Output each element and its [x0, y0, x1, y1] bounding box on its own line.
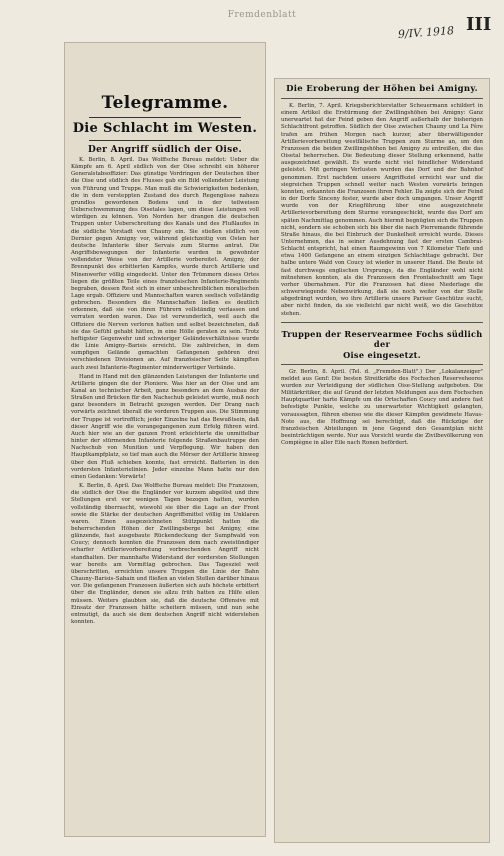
- left-clipping: [64, 42, 266, 837]
- handwritten-date: 9/IV. 1918: [397, 24, 455, 41]
- divider: [281, 98, 483, 99]
- section-title: Truppen der Reservearmee Fochs südlich der: [281, 328, 483, 349]
- article-paragraph: K. Berlin, 7. April. Kriegsberichterstatter Scheuermann schildert in einem Artikel die Erstürmung der Zwillingshöhen bei Amigny: Ganz unerwartet hat der Feind geben den Angriff außerhalb der bisherigen Schlachtfront getroffen. Südlich der Oise zwischen Chauny und La Fère trafen am frühen Morgen nach kurzer, aber überwältigender Artillerievorbereitung westfälische Truppen zum Sturme an, um den Franzosen die beiden Zwillingshöhen bei Amigny zu entreißen, die das Oisetal beherrschen. Die Bedeutung dieser Stellung erkennend, hatte ausgezeichnet gewählt. Es wurde nicht viel feindlicher Widerstand geleistet. Mit geringen Verlusten wurden das Dorf und der Bahnhof genommen. Erst nachdem unsere Angriffsziel erreicht war und die siegreichen Truppen schnell weiter nach Westen vorwärts bringen konnten, erkannten die Franzosen ihren Fehler. Da zeigte sich der Feind in der Dorfe Sinceny fester, wurde aber doch umgangen. Unser Angriff wurde von der Kriegführung über eine ausgezeichnete Artillerievorbereitung dem Sturme vorangeschickt, wurde das Dorf am späten Nachmittag genommen. Auch hiermit begnügten sich die Truppen nicht, sondern sie schoben sich bis über die nach Pierremande führende Straße hinaus, die bei Einbruch der Dunkelheit erreicht wurde. Dieses Unternehmen, das in seiner Ausdehnung fast der ersten Cambrai-Schlacht entspricht, hat einen Raumgewinn von 7 Kilometer Tiefe und etwa 1400 Gefangene an einem einzigen Schlachttage gebracht. Der halbe untere Wald von Coucy ist wieder in unserer Hand. Die Beute ist fast durchwegs englischen Ursprungs, da die Engländer wohl nicht mitnehmen konnten, als die Franzosen den Frontabschnitt am Tage vorher übernahmen. Für die Franzosen hat diese Niederlage die schwerwiegende Nebenwirkung, daß sie noch weiter von der Stelle abgedrängt wurden, wo ihre Artillerie unsere Pariser Geschütze sucht, aber nicht finden, da sie vielleicht gar nicht weiß, wo die Geschütze stehen.: [281, 103, 483, 317]
- article-title: Die Schlacht im Westen.: [72, 121, 258, 136]
- section-heading: Telegramme.: [101, 93, 229, 113]
- divider: [281, 364, 483, 365]
- article-subtitle: Der Angriff südlich der Oise.: [88, 145, 242, 155]
- divider: [89, 140, 241, 141]
- section-title-line2: Oise eingesetzt.: [343, 349, 421, 360]
- article-title: Die Eroberung der Höhen bei Amigny.: [286, 84, 478, 94]
- masthead-watermark: Fremdenblatt: [227, 10, 297, 20]
- article-paragraph: Gr. Berlin, 8. April. (Tel. d. „Fremden-Blatt".) Der „Lokalanzeiger" meldet aus Genf: Die besten Streitkräfte des Fochschen Reserveheeres wurden zur Verteidigung der südlichen Oise-Stellung aufgeboten. Die Militärkritiker, die auf Grund der letzten Meldungen aus dem Fochschen Hauptquartier harte Kämpfe um die Ortschaften Coucy und andere fast befestigte Punkte, welche zu unerwarteter Wichtigkeit gelangten, voraussagten, führen ebenso wie die dieser Kämpfen gewidmete Havas-Note aus, die Hoffnung sei berechtigt, daß die Rückzüge der französischen Abteilungen in jene Gegend den Gesamtplan nicht beeinträchtigen werde. Nur aus Vorsicht wurde die Zivilbevölkerung von Compiègne in aller Eile nach Ronen befördert.: [281, 368, 483, 447]
- article-paragraph: Hand in Hand mit den glänzenden Leistungen der Infanterie und Artillerie gingen die der Pioniere. Was hier an der Oise und am Kanal an technischer Arbeit, ganz besonders an dem Ausbau der Straßen und Brücken für den Nachschub geleistet wurde, muß noch ganz besonders in Betracht gezogen werden. Der Drang nach vorwärts zeichnet überall die vorderen Truppen aus. Die Stimmung der Truppe ist vortrefflich; jeder Einzelne hat das Bewußtsein, daß dieser Angriff wie die vorangegangenen zum Erfolg führen wird. Auch hier wie an der ganzen Front erleichterte die unmittelbar hinter der stürmenden Infanterie folgende Straßenbautruppe den Nachschub von Munition und Verpflegung. Wir haben den Hauptkampfplatz, so tief man auch die Mörser der Artillerie hinweg über den Fluß schieben konnte, fast erreicht. Batterien in den vordersten Infanterielinien. Jeder einzelne Mann hatte nur den einen Gedanken: Vorwärts!: [71, 373, 259, 480]
- divider: [281, 322, 483, 323]
- article-paragraph: K. Berlin, 8. April. Das Wolffsche Bureau meldet: Ueber die Kämpfe am 6. April südlich von der Oise schreibt ein höherer Generalstabsoffizier: Das günstige Vordringen der Deutschen über die Oise und südlich des Flusses gab ein Bild vollendeter Leistung von Führung und Truppe. Man muß die Schwierigkeiten bedenken, die in dem versteppten Zustand des durch Regengüsse nahezu grundlos gewordenen Bodens und in der teilweisen Ueberschwemmung des Oisetales lagen, um diese Leistungen voll würdigen zu können. Von Norden her drangen die deutschen Truppen unter Ueberschreitung des Kanals und des Flußlaufes in die südliche Vorstadt von Chauny ein. Sie stießen südlich von Dernier gegen Amigny vor, während gleichzeitig von Osten her deutsche Infanterie über Servais zum Sturme antrat. Die Angriffsbewegungen der Infanterie wurden in gewohnter vollendeter Weise von der Artillerie vorbereitet. Amigny, der Brennpunkt des erbitterten Kampfes, wurde durch Artillerie und Minenwerfer völlig eingedeckt. Unter den Trümmern dieses Ortes liegen die größten Teile eines französischen Infanterie-Regiments begraben, dessen Rest sich in einer unbeschreiblichen moralischen Lage ergab. Offiziere und Mannschaften waren seelisch vollständig gebrochen. Besonders die Mannschaften ließen es deutlich erkennen, daß sie von ihren Führern vollständig verlassen und verraten worden waren. Das ist verwunderlich, weil auch die Offiziere die Nerven verloren hatten und selbst bezeichneten, daß sie das Gefühl gehabt hätten, in eine Hölle geraten zu sein. Trotz heftigster Gegenwehr und schwieriger Geländeverhältnisse wurde die Linie Amigny–Barisis erreicht. Die zahlreichen, in dem sumpfigen Gelände gemachten Gefangenen gehören drei verschiedenen Divisionen an. Auf französischer Seite kämpften auch zwei Infanterie-Regimenter minderwertiger Verbände.: [71, 157, 259, 371]
- handwritten-mark: III: [466, 14, 492, 35]
- right-clipping: [274, 78, 490, 843]
- divider: [89, 117, 241, 118]
- article-paragraph: K. Berlin, 8. April. Das Wolffsche Bureau meldet: Die Franzosen, die südlich der Oise die Engländer vor kurzem abgelöst und ihre Stellungen erst vor wenigen Tagen bezogen hatten, wurden vollständig überrascht, wiewohl sie über die Lage an der Front sowie die Stärke der deutschen Angriffsmittel völlig im Unklaren waren. Einen ausgezeichneten Stützpunkt hatten die beherrschenden Höhen der Zwillingsberge bei Amigny, eine glänzende, fast ausgebaute Rückendeckung der Sumpfwald von Coucy; dennoch konnten die Franzosen dem nach zweistündiger scharfer Artillerievorbereitung vorbrechenden Angriff nicht standhalten. Der mannhafte Widerstand der vordersten Stellungen war bereits am Vormittag gebrochen. Das Tagesziel weit überschritten, erreichten unsere Truppen die Linie der Bahn Chauny–Barisis–Sabain und fließen an vielen Stellen darüber hinaus vor. Die gefangenen Franzosen äußerten sich aufs höchste erbittert über die Engländer, denen sie allzu früh hatten zu Hilfe eilen müssen. Weiters glaubten sie, daß die deutsche Offensive mit Einsatz der Franzosen hätte scheitern müssen, und nun sehe entmutigt, da auch sie dem deutschen Angriff nicht widerstehen konnten.: [71, 483, 259, 625]
